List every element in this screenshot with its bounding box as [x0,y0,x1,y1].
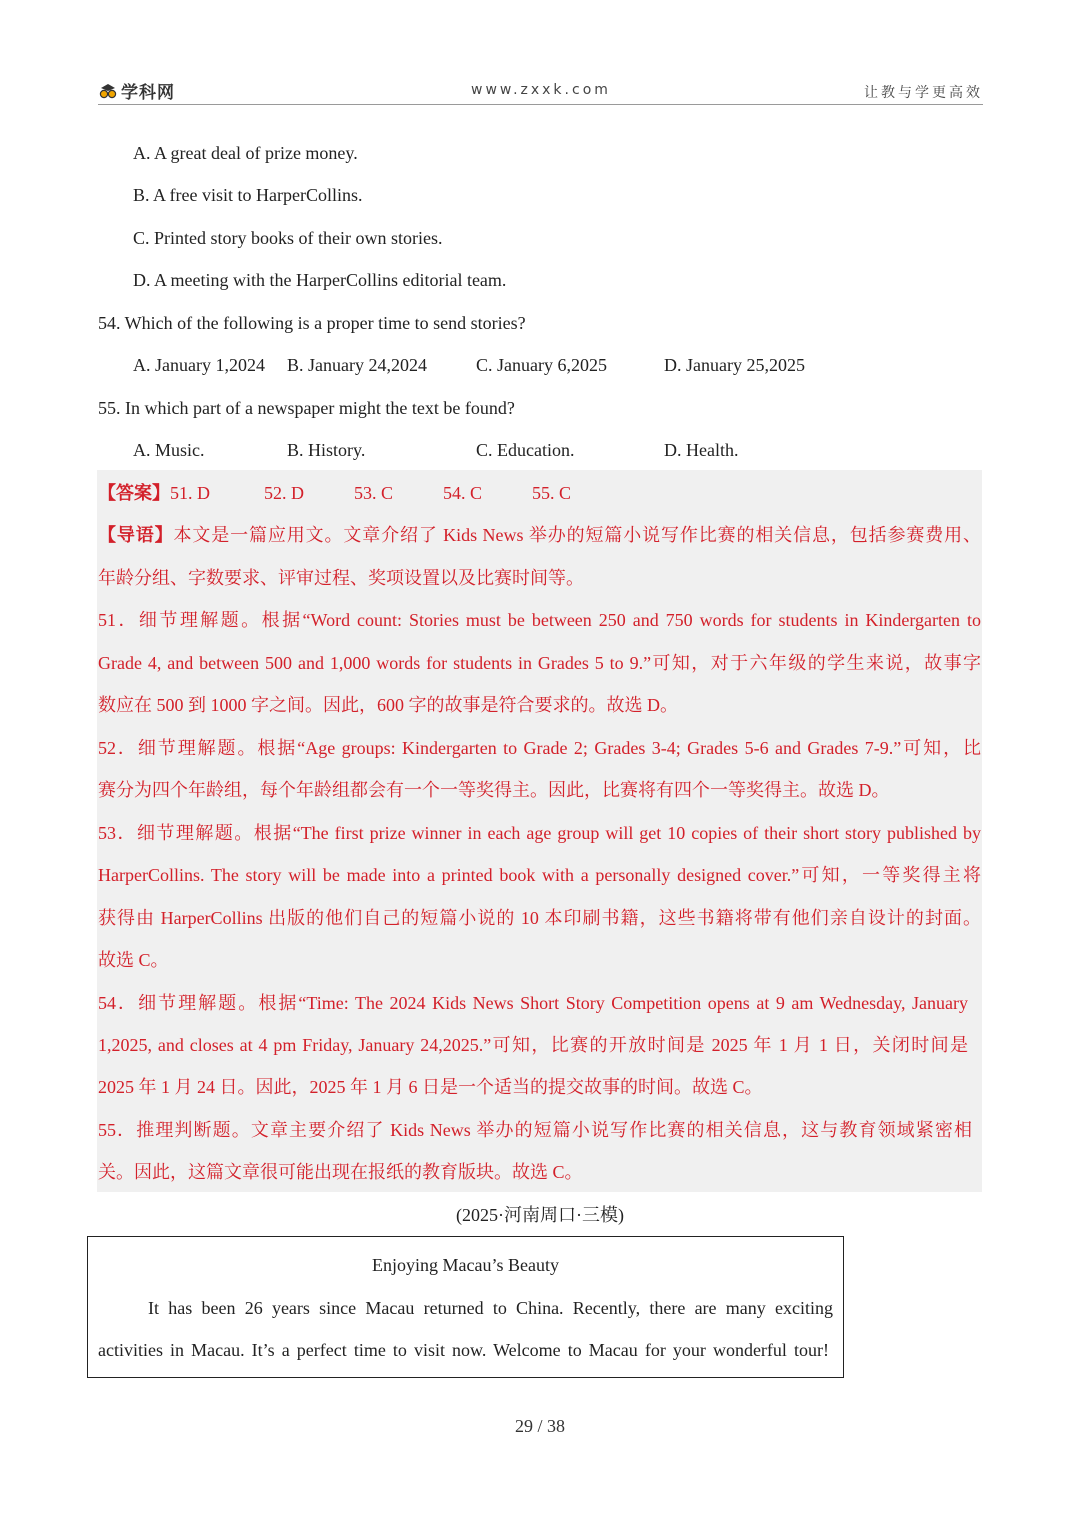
intro-text-1: 本文是一篇应用文。文章介绍了 Kids News 举办的短篇小说写作比赛的相关信息，包括参赛费用、 [173,525,981,545]
q54-option-d: D. January 25,2025 [664,355,805,375]
passage-title: Enjoying Macau’s Beauty [372,1255,559,1275]
answer-51: 51. D [170,483,210,503]
explanation-55-line-2: 关。因此，这篇文章很可能出现在报纸的教育版块。故选 C。 [98,1162,583,1182]
q53-option-c: C. Printed story books of their own stories. [133,228,443,248]
q53-option-b: B. A free visit to HarperCollins. [133,185,363,205]
q53-option-a: A. A great deal of prize money. [133,143,358,163]
explanation-54-line-3: 2025 年 1 月 24 日。因此，2025 年 1 月 6 日是一个适当的提交故事的时间。故选 C。 [98,1077,763,1097]
page-number: 29 / 38 [514,1416,565,1436]
explanation-55-line-1: 55．推理判断题。文章主要介绍了 Kids News 举办的短篇小说写作比赛的相关信息，这与教育领域紧密相 [98,1120,972,1140]
header-slogan: 让教与学更高效 [864,85,983,101]
q54-option-c: C. January 6,2025 [476,355,607,375]
explanation-52-line-2: 赛分为四个年龄组，每个年龄组都会有一个一等奖得主。因此，比赛将有四个一等奖得主。故选 D。 [98,780,890,800]
q55-option-b: B. History. [287,440,366,460]
q55-option-d: D. Health. [664,440,739,460]
intro-line-1 [98,523,981,547]
passage-line-2: activities in Macau. It’s a perfect time to visit now. Welcome to Macau for your wonderful tour! [98,1340,829,1360]
passage-line-1: It has been 26 years since Macau returned to China. Recently, there are many exciting [148,1298,833,1318]
answer-53: 53. C [354,483,394,503]
page-header [98,74,983,105]
passage-box [87,1236,844,1378]
q55-option-a: A. Music. [133,440,205,460]
explanation-51-line-3: 数应在 500 到 1000 字之间。因此，600 字的故事是符合要求的。故选 D。 [98,695,678,715]
q54-option-b: B. January 24,2024 [287,355,427,375]
answer-54: 54. C [443,483,483,503]
logo-text: 学科网 [121,83,175,103]
answer-52: 52. D [264,483,304,503]
site-logo[interactable] [98,78,175,103]
explanation-52-line-1: 52．细节理解题。根据“Age groups: Kindergarten to Grade 2; Grades 3-4; Grades 5-6 and Grades 7-9.”可知，比 [98,738,981,758]
site-url[interactable]: www.zxxk.com [471,82,611,98]
q55-option-c: C. Education. [476,440,575,460]
explanation-51-line-2: Grade 4, and between 500 and 1,000 words for students in Grades 5 to 9.”可知，对于六年级的学生来说，故事字 [98,653,981,673]
explanation-53-line-4: 故选 C。 [98,950,169,970]
explanation-53-line-1: 53．细节理解题。根据“The first prize winner in each age group will get 10 copies of their short story published by [98,823,981,843]
intro-label: 【导语】 [98,525,174,545]
answer-label: 【答案】 [98,483,170,503]
logo-glasses-icon [98,81,118,101]
q53-option-d: D. A meeting with the HarperCollins editorial team. [133,270,507,290]
passage-source: (2025·河南周口·三模) [456,1205,624,1225]
intro-line-2: 年龄分组、字数要求、评审过程、奖项设置以及比赛时间等。 [98,568,584,588]
q54-stem: 54. Which of the following is a proper time to send stories? [98,313,526,333]
explanation-51-line-1: 51．细节理解题。根据“Word count: Stories must be between 250 and 750 words for students in Kindergarten to [98,610,981,630]
explanation-53-line-3: 获得由 HarperCollins 出版的他们自己的短篇小说的 10 本印刷书籍，这些书籍将带有他们亲自设计的封面。 [98,908,981,928]
answer-key-line [98,481,210,505]
explanation-53-line-2: HarperCollins. The story will be made into a printed book with a personally designed cover.”可知，一等奖得主将 [98,865,981,885]
explanation-54-line-2: 1,2025, and closes at 4 pm Friday, January 24,2025.”可知，比赛的开放时间是 2025 年 1 月 1 日，关闭时间是 [98,1035,968,1055]
q54-option-a: A. January 1,2024 [133,355,265,375]
answer-55: 55. C [532,483,572,503]
explanation-54-line-1: 54．细节理解题。根据“Time: The 2024 Kids News Short Story Competition opens at 9 am Wednesday, January [98,993,968,1013]
q55-stem: 55. In which part of a newspaper might the text be found? [98,398,515,418]
